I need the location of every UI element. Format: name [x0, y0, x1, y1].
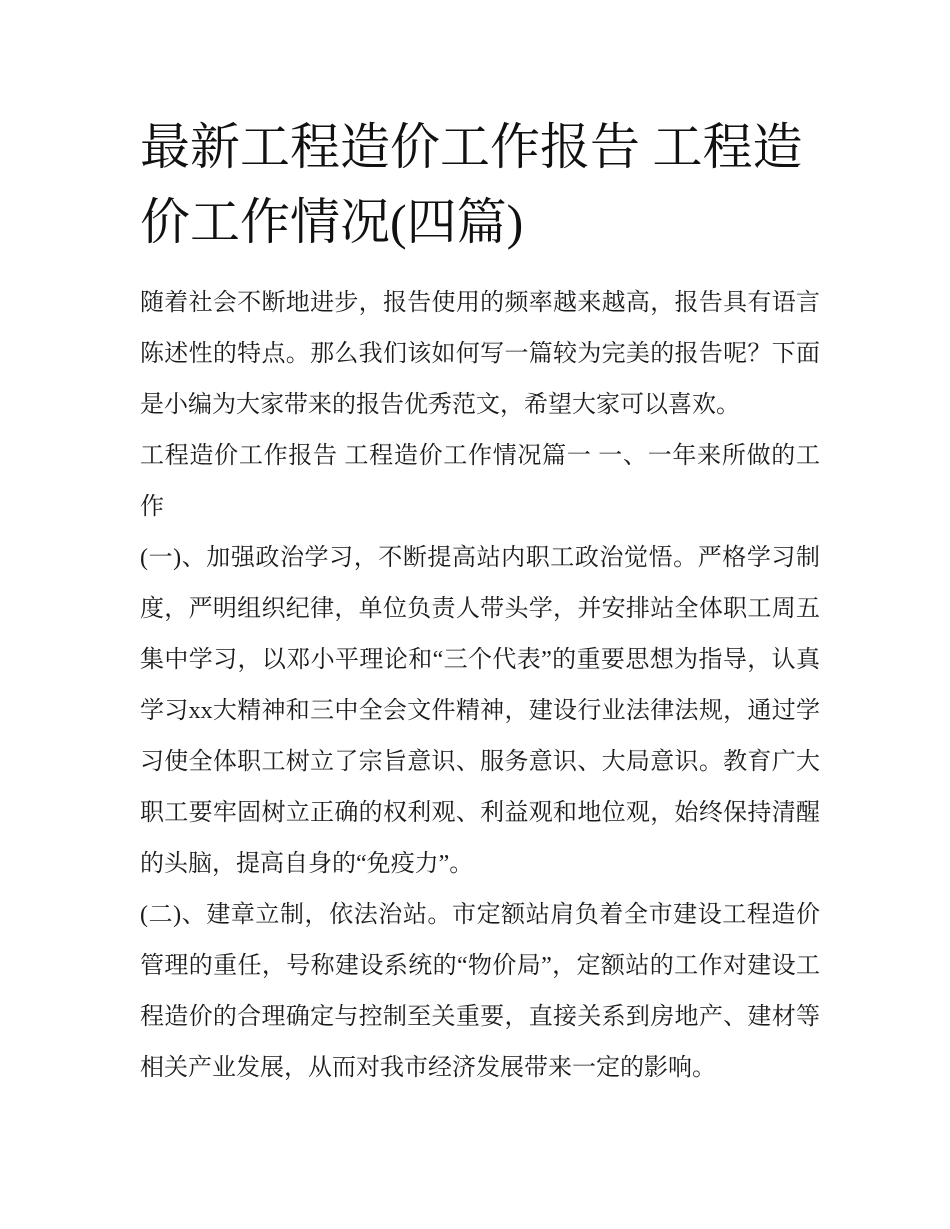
political-study-paragraph: (一)、加强政治学习，不断提高站内职工政治觉悟。严格学习制度，严明组织纪律，单位负责人带头学，并安排站全体职工周五集中学习，以邓小平理论和“三个代表”的重要思想为指导，认真学习xx大精神和三中全会文件精神，建设行业法律法规，通过学习使全体职工树立了宗旨意识、服务意识、大局意识。教育广大职工要牢固树立正确的权利观、利益观和地位观，始终保持清醒的头脑，提高自身的“免疫力”。: [140, 545, 820, 877]
intro-paragraph: 随着社会不断地进步，报告使用的频率越来越高，报告具有语言陈述性的特点。那么我们该如何写一篇较为完美的报告呢？下面是小编为大家带来的报告优秀范文，希望大家可以喜欢。: [140, 290, 820, 418]
regulations-paragraph: (二)、建章立制，依法治站。市定额站肩负着全市建设工程造价管理的重任，号称建设系统的“物价局”，定额站的工作对建设工程造价的合理确定与控制至关重要，直接关系到房地产、建材等相关产业发展，从而对我市经济发展带来一定的影响。: [140, 902, 820, 1081]
document-body: [140, 278, 820, 1094]
section-heading-paragraph: 工程造价工作报告 工程造价工作情况篇一 一、一年来所做的工作: [140, 443, 820, 520]
page-title: 最新工程造价工作报告 工程造价工作情况(四篇): [140, 119, 803, 250]
